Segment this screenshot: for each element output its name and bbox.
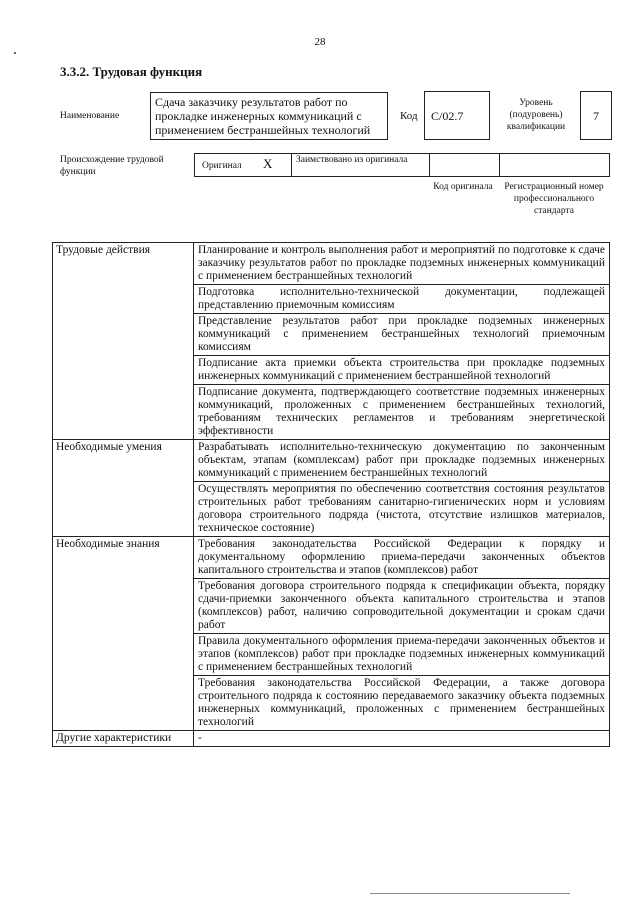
knowledge-item: Требования законодательства Российской Федерации к порядку и документальному оформлению приема-передачи законченных объектов капитального строительства и этапов (комплексов) работ (194, 537, 610, 579)
page-number: 28 (314, 36, 326, 48)
name-label: Наименование (60, 111, 120, 121)
origin-label: Происхождение трудовой функции (60, 155, 164, 177)
labor-action-item: Планирование и контроль выполнения работ и мероприятий по подготовке к сдаче заказчику результатов работ по прокладке подземных инженерных коммуникаций с применением бестраншейных технологий (194, 243, 610, 285)
labor-action-item: Подписание документа, подтверждающего соответствие подземных инженерных коммуникаций, проложенных с применением бестраншейных технологий, требованиям технических регламентов и требованиям энергетической эффективности (194, 385, 610, 440)
origin-row (194, 153, 610, 177)
reg-number-caption: Регистрационный номер профессионального стандарта (504, 182, 604, 216)
knowledge-item: Требования законодательства Российской Федерации, а также договора строительного подряда к состоянию передаваемого заказчику объекта подземных инженерных коммуникаций, проложенных с применением бестраншейных технологий (194, 676, 610, 731)
table-row (53, 731, 610, 747)
other-characteristics-label: Другие характеристики (53, 731, 194, 747)
skill-item: Осуществлять мероприятия по обеспечению соответствия состояния результатов строительных работ требованиям санитарно-гигиенических норм и условиям договора строительного подряда (чистота, отсутствие излишков материалов, техническое состояние) (194, 482, 610, 537)
origin-divider-3 (499, 154, 500, 176)
qualification-level-box: 7 (580, 91, 612, 140)
level-label: Уровень (подуровень) квалификации (506, 98, 566, 132)
table-row (53, 440, 610, 482)
footer-rule (370, 893, 570, 894)
code-label: Код (400, 110, 418, 122)
original-label: Оригинал (202, 161, 242, 171)
function-code-box: C/02.7 (424, 91, 490, 140)
original-mark: X (263, 156, 273, 171)
labor-action-item: Подготовка исполнительно-технической документации, подлежащей представлению приемочным комиссиям (194, 285, 610, 314)
table-row (53, 243, 610, 285)
skill-item: Разрабатывать исполнительно-техническую документацию по законченным объектам, этапам (комплексам) работ при прокладке подземных инженерных коммуникаций с применением бестраншейных технологий (194, 440, 610, 482)
labor-action-item: Подписание акта приемки объекта строительства при прокладке подземных инженерных коммуникаций с применением бестраншейной технологий (194, 356, 610, 385)
borrowed-label: Заимствовано из оригинала (296, 155, 408, 165)
function-name-box: Сдача заказчику результатов работ по прокладке инженерных коммуникаций с применением бестраншейных технологий (150, 92, 388, 140)
knowledge-label: Необходимые знания (53, 537, 194, 731)
function-table (52, 242, 610, 747)
labor-action-item: Представление результатов работ при прокладке подземных инженерных коммуникаций с применением бестраншейных технологий приемочным комиссиям (194, 314, 610, 356)
table-row (53, 537, 610, 579)
knowledge-item: Требования договора строительного подряда к спецификации объекта, порядку сдачи-приемки законченного объекта капитального строительства и этапов (комплексов) работ, наличию сопроводительной документации и срокам сдачи работ (194, 579, 610, 634)
other-characteristics-value: - (194, 731, 610, 747)
knowledge-item: Правила документального оформления приема-передачи законченных объектов и этапов (комплексов) работ при прокладке подземных инженерных коммуникаций с применением бестраншейных технологий (194, 634, 610, 676)
scan-mark (14, 52, 16, 54)
labor-actions-label: Трудовые действия (53, 243, 194, 440)
origin-divider-2 (429, 154, 430, 176)
origin-divider-1 (291, 154, 292, 176)
skills-label: Необходимые умения (53, 440, 194, 537)
code-caption: Код оригинала (433, 182, 493, 192)
section-title: 3.3.2. Трудовая функция (60, 64, 203, 79)
